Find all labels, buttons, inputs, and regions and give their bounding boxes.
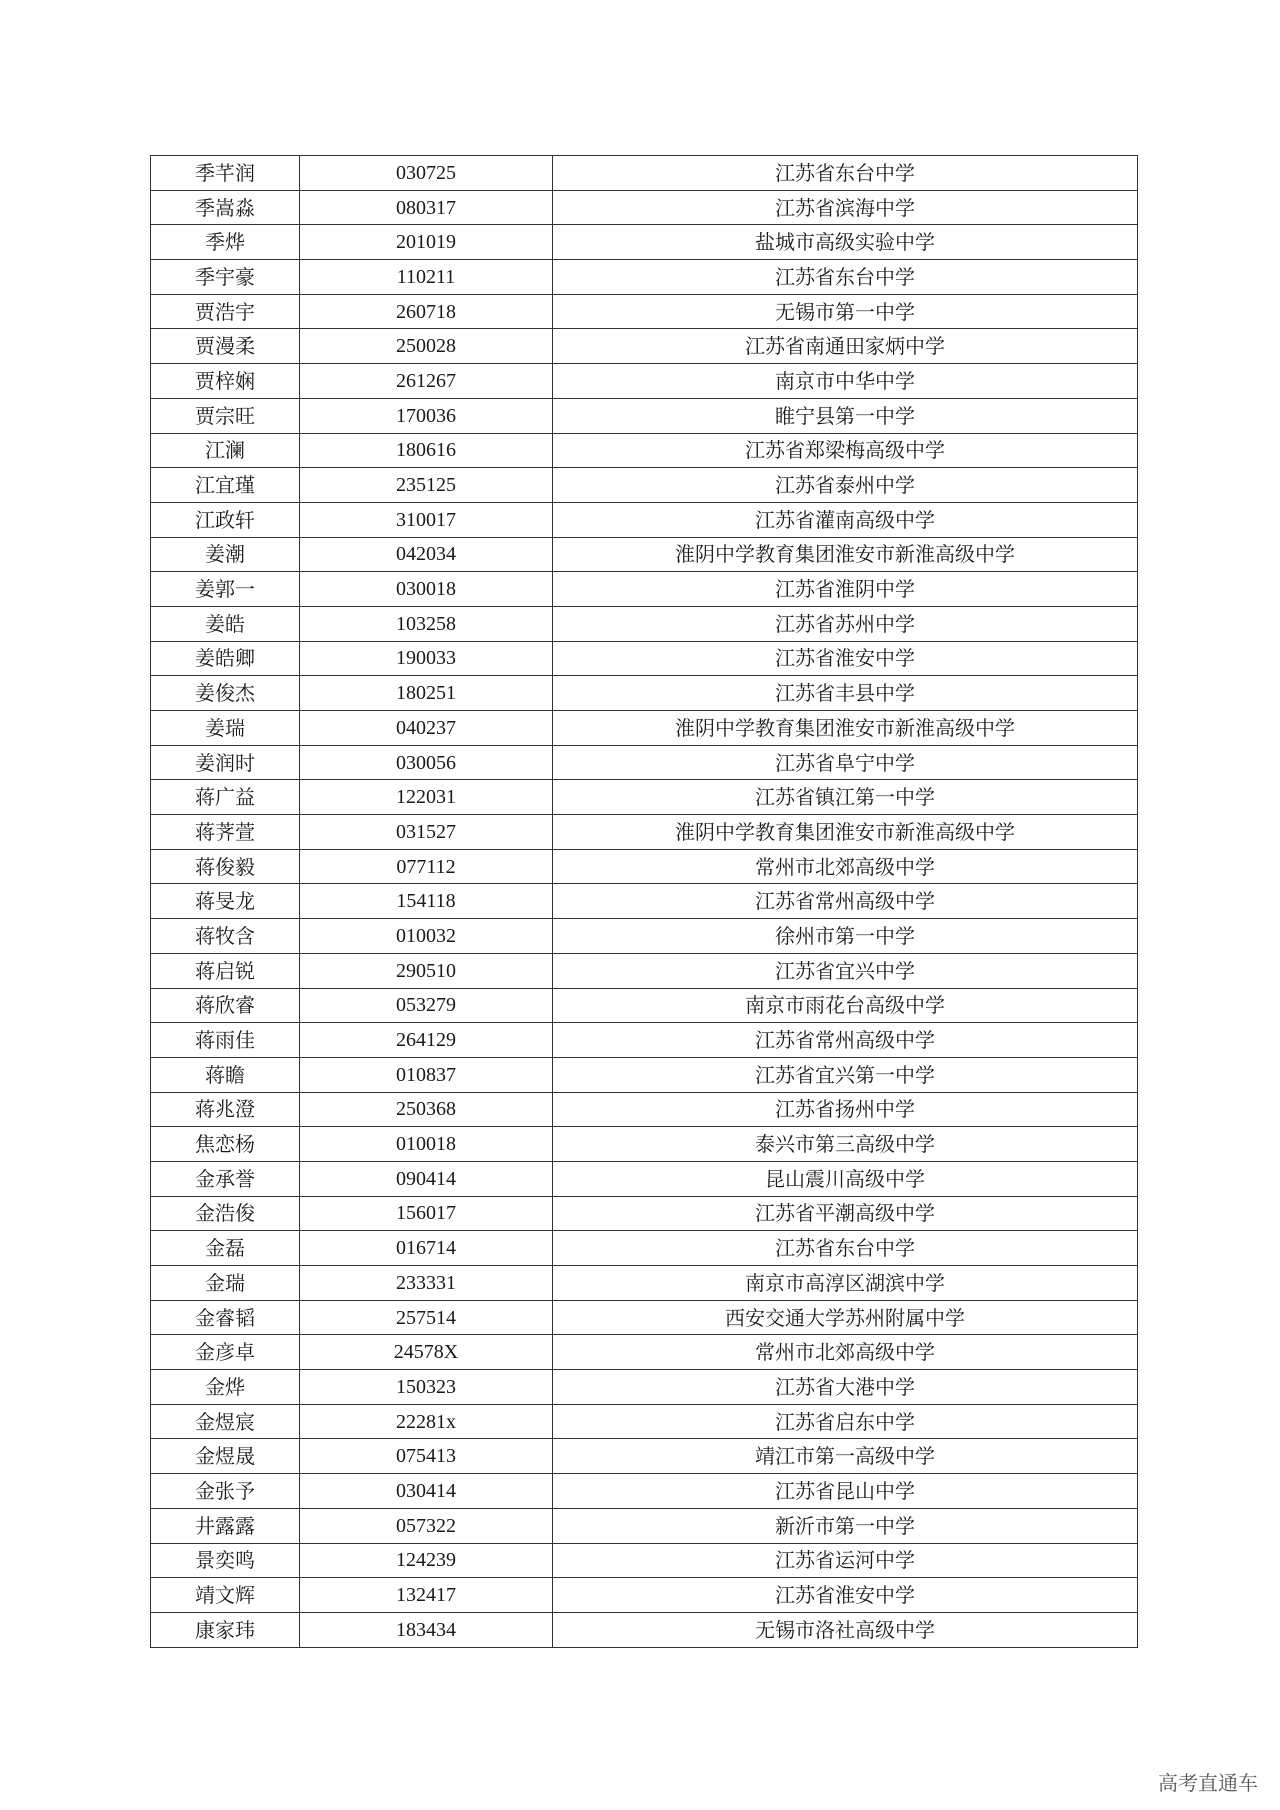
student-id-cell: 180251: [300, 676, 553, 711]
school-name-cell: 无锡市第一中学: [553, 294, 1138, 329]
school-name-cell: 江苏省东台中学: [553, 260, 1138, 295]
student-name-cell: 金承誉: [151, 1161, 300, 1196]
table-row: [151, 156, 1138, 191]
table-row: [151, 1370, 1138, 1405]
student-name-cell: 季嵩淼: [151, 190, 300, 225]
student-name-cell: 金烨: [151, 1370, 300, 1405]
table-row: [151, 1404, 1138, 1439]
school-name-cell: 南京市雨花台高级中学: [553, 988, 1138, 1023]
school-name-cell: 淮阴中学教育集团淮安市新淮高级中学: [553, 711, 1138, 746]
table-row: [151, 1439, 1138, 1474]
student-name-cell: 蒋旻龙: [151, 884, 300, 919]
table-row: [151, 398, 1138, 433]
student-id-cell: 201019: [300, 225, 553, 260]
student-id-cell: 042034: [300, 537, 553, 572]
student-id-cell: 250028: [300, 329, 553, 364]
school-name-cell: 江苏省淮安中学: [553, 1578, 1138, 1613]
student-id-cell: 110211: [300, 260, 553, 295]
student-name-cell: 金磊: [151, 1231, 300, 1266]
student-id-cell: 040237: [300, 711, 553, 746]
school-name-cell: 淮阴中学教育集团淮安市新淮高级中学: [553, 815, 1138, 850]
school-name-cell: 江苏省淮阴中学: [553, 572, 1138, 607]
student-name-cell: 蒋荠萱: [151, 815, 300, 850]
school-name-cell: 江苏省镇江第一中学: [553, 780, 1138, 815]
student-id-cell: 156017: [300, 1196, 553, 1231]
school-name-cell: 江苏省郑梁梅高级中学: [553, 433, 1138, 468]
student-name-cell: 季宇豪: [151, 260, 300, 295]
student-id-cell: 180616: [300, 433, 553, 468]
student-id-cell: 016714: [300, 1231, 553, 1266]
table-row: [151, 676, 1138, 711]
student-id-cell: 250368: [300, 1092, 553, 1127]
student-name-cell: 姜俊杰: [151, 676, 300, 711]
table-row: [151, 1474, 1138, 1509]
school-name-cell: 江苏省平潮高级中学: [553, 1196, 1138, 1231]
school-name-cell: 江苏省扬州中学: [553, 1092, 1138, 1127]
student-id-cell: 010837: [300, 1057, 553, 1092]
student-name-cell: 金张予: [151, 1474, 300, 1509]
student-name-cell: 季烨: [151, 225, 300, 260]
student-name-cell: 金煜晟: [151, 1439, 300, 1474]
student-name-cell: 金瑞: [151, 1266, 300, 1301]
school-name-cell: 江苏省淮安中学: [553, 641, 1138, 676]
table-row: [151, 572, 1138, 607]
student-name-cell: 金睿韬: [151, 1300, 300, 1335]
student-id-cell: 261267: [300, 364, 553, 399]
student-name-cell: 金煜宸: [151, 1404, 300, 1439]
student-id-cell: 122031: [300, 780, 553, 815]
school-name-cell: 江苏省昆山中学: [553, 1474, 1138, 1509]
student-id-cell: 010018: [300, 1127, 553, 1162]
table-row: [151, 1127, 1138, 1162]
school-name-cell: 江苏省滨海中学: [553, 190, 1138, 225]
student-id-cell: 010032: [300, 919, 553, 954]
student-id-cell: 190033: [300, 641, 553, 676]
student-name-cell: 姜皓: [151, 606, 300, 641]
school-name-cell: 昆山震川高级中学: [553, 1161, 1138, 1196]
table-row: [151, 953, 1138, 988]
school-name-cell: 新沂市第一中学: [553, 1508, 1138, 1543]
school-name-cell: 江苏省大港中学: [553, 1370, 1138, 1405]
table-row: [151, 1300, 1138, 1335]
table-row: [151, 364, 1138, 399]
school-name-cell: 常州市北郊高级中学: [553, 849, 1138, 884]
table-row: [151, 1161, 1138, 1196]
student-name-cell: 景奕鸣: [151, 1543, 300, 1578]
school-name-cell: 睢宁县第一中学: [553, 398, 1138, 433]
school-name-cell: 江苏省南通田家炳中学: [553, 329, 1138, 364]
student-id-cell: 264129: [300, 1023, 553, 1058]
student-name-cell: 金浩俊: [151, 1196, 300, 1231]
table-row: [151, 884, 1138, 919]
table-row: [151, 502, 1138, 537]
school-name-cell: 江苏省泰州中学: [553, 468, 1138, 503]
school-name-cell: 江苏省阜宁中学: [553, 745, 1138, 780]
student-name-cell: 姜郭一: [151, 572, 300, 607]
student-id-cell: 235125: [300, 468, 553, 503]
watermark-text: 高考直通车: [1158, 1771, 1258, 1795]
table-row: [151, 780, 1138, 815]
student-name-cell: 江宜瑾: [151, 468, 300, 503]
table-row: [151, 260, 1138, 295]
student-name-cell: 蒋兆澄: [151, 1092, 300, 1127]
school-name-cell: 淮阴中学教育集团淮安市新淮高级中学: [553, 537, 1138, 572]
table-row: [151, 294, 1138, 329]
student-name-cell: 蒋瞻: [151, 1057, 300, 1092]
table-row: [151, 433, 1138, 468]
student-name-cell: 姜润时: [151, 745, 300, 780]
student-name-cell: 蒋欣睿: [151, 988, 300, 1023]
student-name-cell: 蒋俊毅: [151, 849, 300, 884]
table-row: [151, 641, 1138, 676]
student-name-cell: 蒋广益: [151, 780, 300, 815]
school-name-cell: 江苏省运河中学: [553, 1543, 1138, 1578]
school-name-cell: 常州市北郊高级中学: [553, 1335, 1138, 1370]
school-name-cell: 江苏省常州高级中学: [553, 884, 1138, 919]
table-row: [151, 1266, 1138, 1301]
table-row: [151, 849, 1138, 884]
table-row: [151, 190, 1138, 225]
student-id-cell: 031527: [300, 815, 553, 850]
student-id-cell: 077112: [300, 849, 553, 884]
table-row: [151, 1057, 1138, 1092]
table-row: [151, 711, 1138, 746]
table-row: [151, 1578, 1138, 1613]
table-row: [151, 815, 1138, 850]
table-row: [151, 225, 1138, 260]
student-name-cell: 蒋启锐: [151, 953, 300, 988]
student-name-cell: 姜潮: [151, 537, 300, 572]
student-id-cell: 233331: [300, 1266, 553, 1301]
student-name-cell: 蒋雨佳: [151, 1023, 300, 1058]
student-name-cell: 江政轩: [151, 502, 300, 537]
school-name-cell: 靖江市第一高级中学: [553, 1439, 1138, 1474]
student-name-cell: 康家玮: [151, 1612, 300, 1647]
school-name-cell: 江苏省常州高级中学: [553, 1023, 1138, 1058]
student-id-cell: 103258: [300, 606, 553, 641]
table-row: [151, 919, 1138, 954]
student-id-cell: 310017: [300, 502, 553, 537]
student-id-cell: 257514: [300, 1300, 553, 1335]
table-row: [151, 745, 1138, 780]
student-name-cell: 金彦卓: [151, 1335, 300, 1370]
school-name-cell: 江苏省宜兴第一中学: [553, 1057, 1138, 1092]
student-id-cell: 132417: [300, 1578, 553, 1613]
student-name-cell: 焦恋杨: [151, 1127, 300, 1162]
school-name-cell: 江苏省苏州中学: [553, 606, 1138, 641]
student-id-cell: 030414: [300, 1474, 553, 1509]
table-row: [151, 329, 1138, 364]
school-name-cell: 江苏省东台中学: [553, 1231, 1138, 1266]
student-name-cell: 江澜: [151, 433, 300, 468]
school-name-cell: 江苏省丰县中学: [553, 676, 1138, 711]
student-name-cell: 靖文辉: [151, 1578, 300, 1613]
school-name-cell: 盐城市高级实验中学: [553, 225, 1138, 260]
school-name-cell: 江苏省启东中学: [553, 1404, 1138, 1439]
student-name-cell: 贾浩宇: [151, 294, 300, 329]
student-id-cell: 183434: [300, 1612, 553, 1647]
school-name-cell: 西安交通大学苏州附属中学: [553, 1300, 1138, 1335]
table-row: [151, 1196, 1138, 1231]
student-id-cell: 057322: [300, 1508, 553, 1543]
table-row: [151, 988, 1138, 1023]
student-id-cell: 075413: [300, 1439, 553, 1474]
school-name-cell: 江苏省宜兴中学: [553, 953, 1138, 988]
student-name-cell: 姜瑞: [151, 711, 300, 746]
table-row: [151, 1543, 1138, 1578]
student-name-cell: 季芊润: [151, 156, 300, 191]
table-row: [151, 1335, 1138, 1370]
table-body: [151, 156, 1138, 1648]
student-name-cell: 贾梓娴: [151, 364, 300, 399]
student-id-cell: 290510: [300, 953, 553, 988]
student-id-cell: 030725: [300, 156, 553, 191]
student-name-cell: 贾漫柔: [151, 329, 300, 364]
student-name-cell: 蒋牧含: [151, 919, 300, 954]
school-name-cell: 江苏省灌南高级中学: [553, 502, 1138, 537]
student-id-cell: 24578X: [300, 1335, 553, 1370]
student-id-cell: 090414: [300, 1161, 553, 1196]
table-row: [151, 606, 1138, 641]
table-row: [151, 1508, 1138, 1543]
student-name-cell: 贾宗旺: [151, 398, 300, 433]
school-name-cell: 徐州市第一中学: [553, 919, 1138, 954]
student-id-cell: 22281x: [300, 1404, 553, 1439]
student-id-cell: 030056: [300, 745, 553, 780]
school-name-cell: 南京市高淳区湖滨中学: [553, 1266, 1138, 1301]
school-name-cell: 无锡市洛社高级中学: [553, 1612, 1138, 1647]
school-name-cell: 泰兴市第三高级中学: [553, 1127, 1138, 1162]
table-row: [151, 1231, 1138, 1266]
table-row: [151, 1092, 1138, 1127]
school-name-cell: 南京市中华中学: [553, 364, 1138, 399]
table-row: [151, 537, 1138, 572]
student-id-cell: 124239: [300, 1543, 553, 1578]
student-name-cell: 姜皓卿: [151, 641, 300, 676]
school-name-cell: 江苏省东台中学: [553, 156, 1138, 191]
student-id-cell: 170036: [300, 398, 553, 433]
student-id-cell: 154118: [300, 884, 553, 919]
student-id-cell: 150323: [300, 1370, 553, 1405]
table-row: [151, 1023, 1138, 1058]
student-id-cell: 053279: [300, 988, 553, 1023]
table-row: [151, 468, 1138, 503]
student-name-cell: 井露露: [151, 1508, 300, 1543]
student-list-table: [150, 155, 1138, 1648]
table-row: [151, 1612, 1138, 1647]
student-id-cell: 260718: [300, 294, 553, 329]
student-id-cell: 030018: [300, 572, 553, 607]
student-id-cell: 080317: [300, 190, 553, 225]
